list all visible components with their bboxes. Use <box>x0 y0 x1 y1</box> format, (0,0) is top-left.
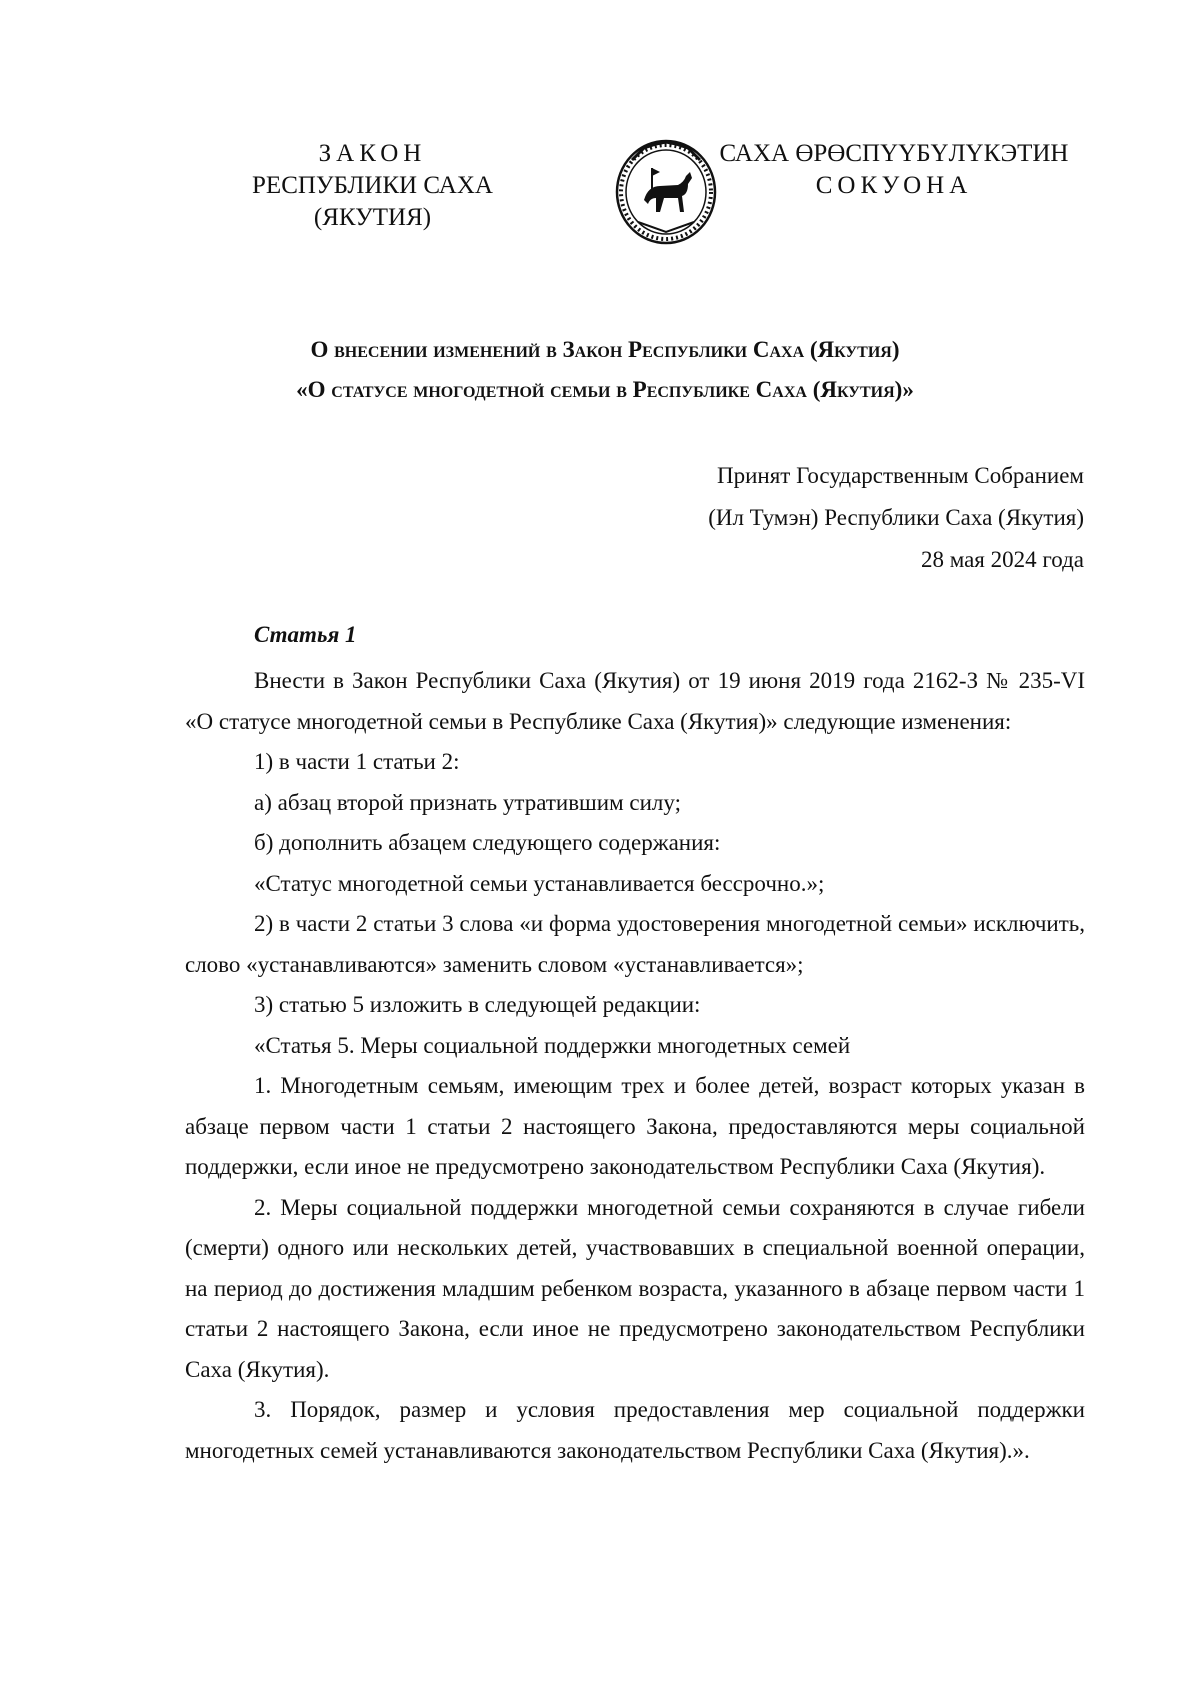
article-paragraph: 3. Порядок, размер и условия предоставления мер социальной поддержки многодетных семей устанавливаются законодательством Республики Саха (Якутия).». <box>185 1397 1085 1463</box>
article-paragraph: 3) статью 5 изложить в следующей редакции: <box>254 992 701 1017</box>
article-body <box>185 661 1085 1471</box>
article-paragraph: Внести в Закон Республики Саха (Якутия) от 19 июня 2019 года 2162-З № 235-VI «О статусе многодетной семьи в Республике Саха (Якутия)» следующие изменения: <box>185 668 1085 734</box>
article-paragraph: 2) в части 2 статьи 3 слова «и форма удостоверения многодетной семьи» исключить, слово «устанавливаются» заменить словом «устанавливается»; <box>185 911 1085 977</box>
article-paragraph: 1) в части 1 статьи 2: <box>254 749 460 774</box>
header-right-line2: СОКУОНА <box>815 172 973 199</box>
adoption-line2: (Ил Тумэн) Республики Саха (Якутия) <box>708 505 1084 530</box>
article-heading: Статья 1 <box>254 622 357 647</box>
adoption-date: 28 мая 2024 года <box>920 547 1084 572</box>
header-left-line1: ЗАКОН <box>318 140 427 167</box>
article-paragraph: «Статус многодетной семьи устанавливается бессрочно.»; <box>254 870 825 896</box>
header-left-line2: РЕСПУБЛИКИ САХА (ЯКУТИЯ) <box>252 172 493 231</box>
law-title <box>190 330 1020 410</box>
header-right-line1: САХА ӨРӨСПҮҮБҮЛҮКЭТИН <box>719 140 1069 167</box>
coat-of-arms-yakutia-icon <box>614 138 718 246</box>
header-right <box>716 138 1072 202</box>
article-paragraph: 2. Меры социальной поддержки многодетной семьи сохраняются в случае гибели (смерти) одного или нескольких детей, участвовавших в специальной военной операции, на период до достижения младшим ребенком возраста, указанного в абзаце первом части 1 статьи 2 настоящего Закона, если иное не предусмотрено законодательством Республики Саха (Якутия). <box>185 1194 1085 1382</box>
law-title-line1: О внесении изменений в Закон Республики Саха (Якутия) <box>310 337 900 362</box>
adoption-line1: Принят Государственным Собранием <box>716 463 1084 488</box>
article-paragraph: «Статья 5. Меры социальной поддержки многодетных семей <box>254 1032 851 1058</box>
law-title-line2: «О статусе многодетной семьи в Республике Саха (Якутия)» <box>296 377 914 402</box>
article-paragraph: а) абзац второй признать утратившим силу; <box>254 789 681 815</box>
article-paragraph: б) дополнить абзацем следующего содержания: <box>254 830 721 855</box>
adoption-block <box>484 455 1084 581</box>
article-paragraph: 1. Многодетным семьям, имеющим трех и более детей, возраст которых указан в абзаце первом части 1 статьи 2 настоящего Закона, предоставляются меры социальной поддержки, если иное не предусмотрено законодательством Республики Саха (Якутия). <box>185 1073 1085 1179</box>
header-left <box>200 138 545 234</box>
